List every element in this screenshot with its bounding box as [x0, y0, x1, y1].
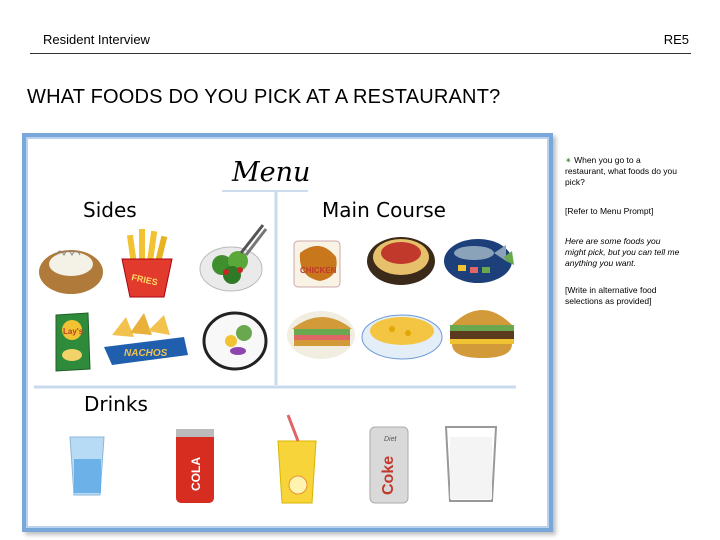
diet-label: Diet — [384, 436, 397, 443]
baked-potato-icon — [39, 250, 103, 294]
diet-coke-icon — [370, 427, 408, 503]
prompt-question — [565, 155, 680, 188]
vegetables-plate-icon — [204, 313, 266, 369]
fries-label: FRIES — [130, 272, 159, 288]
hamburger-icon — [450, 310, 514, 358]
prompt-write-in: [Write in alternative food selections as provided] — [565, 285, 657, 306]
chicken-label: CHICKEN — [300, 266, 337, 275]
coke-label: Coke — [380, 455, 397, 495]
chips-label: Lay's — [63, 327, 84, 336]
menu-illustration — [26, 137, 549, 528]
fish-dinner-icon — [444, 239, 514, 283]
french-fries-icon — [122, 229, 172, 297]
potato-chips-icon — [56, 313, 90, 371]
menu-title: Menu — [232, 157, 311, 188]
water-glass-icon — [70, 437, 104, 495]
header-divider — [30, 53, 691, 54]
page-title: WHAT FOODS DO YOU PICK AT A RESTAURANT? — [27, 86, 501, 108]
main-course-heading: Main Course — [322, 198, 446, 222]
header-code: RE5 — [663, 32, 689, 47]
sandwich-icon — [287, 311, 355, 359]
star-icon: ✴ — [565, 156, 572, 165]
header-left: Resident Interview — [43, 32, 150, 47]
cola-can-icon — [176, 429, 214, 503]
nachos-label: NACHOS — [124, 348, 168, 359]
drinks-heading: Drinks — [84, 392, 148, 416]
macaroni-and-cheese-icon — [362, 315, 442, 359]
prompt-instruction: [Refer to Menu Prompt] — [565, 206, 654, 216]
spaghetti-icon — [367, 237, 435, 285]
milk-glass-icon — [446, 427, 496, 501]
cola-label: COLA — [189, 457, 203, 491]
fried-chicken-icon — [294, 241, 340, 287]
nachos-icon — [104, 313, 188, 365]
salad-icon — [200, 225, 266, 291]
prompt-reassurance: Here are some foods you might pick, but you can tell me anything you want. — [565, 236, 680, 268]
menu-card — [22, 133, 553, 532]
prompt-question-text: When you go to a restaurant, what foods do you pick? — [565, 155, 677, 187]
orange-juice-icon — [278, 415, 316, 503]
sides-heading: Sides — [83, 198, 137, 222]
